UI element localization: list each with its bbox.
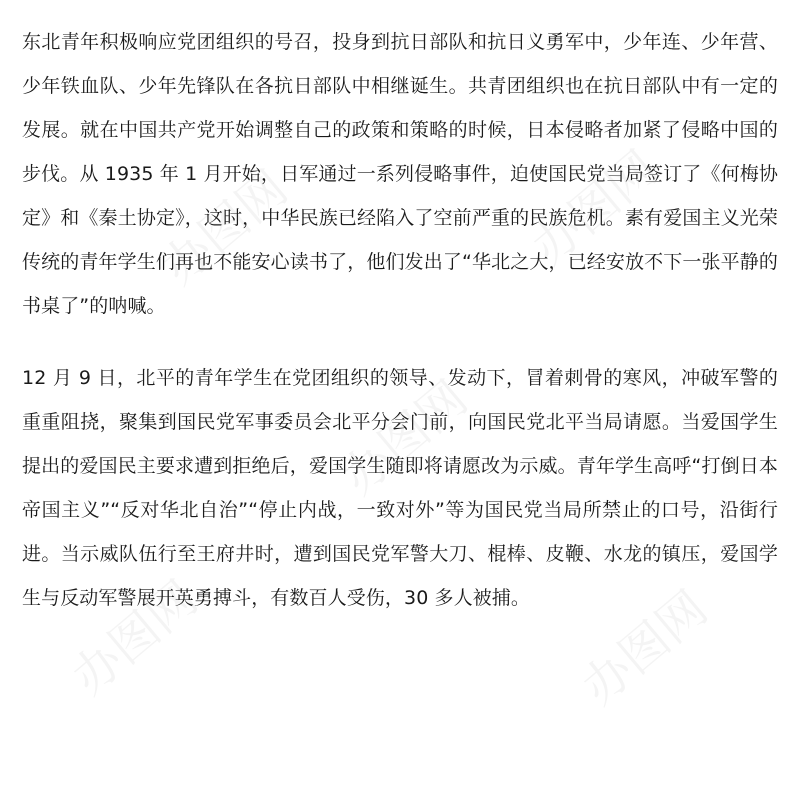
watermark: 办图网 xyxy=(151,160,299,296)
watermark: 办图网 xyxy=(331,370,479,506)
watermark: 办图网 xyxy=(61,570,209,706)
paragraph-1: 东北青年积极响应党团组织的号召，投身到抗日部队和抗日义勇军中，少年连、少年营、少年铁血队、少年先锋队在各抗日部队中相继诞生。共青团组织也在抗日部队中有一定的发展。就在中国共产党开始调整自己的政策和策略的时候，日本侵略者加紧了侵略中国的步伐。从 1935 年 1 月开始，日军通过一系列侵略事件，迫使国民党当局签订了《何梅协定》和《秦土协定》，这时，中华民族已经陷入了空前严重的民族危机。素有爱国主义光荣传统的青年学生们再也不能安心读书了，他们发出了“华北之大，已经安放不下一张平静的书桌了”的呐喊。 xyxy=(22,31,778,317)
paragraph-2: 12 月 9 日，北平的青年学生在党团组织的领导、发动下，冒着刺骨的寒风，冲破军警的重重阻挠，聚集到国民党军事委员会北平分会门前，向国民党北平当局请愿。当爱国学生提出的爱国民主要求遭到拒绝后，爱国学生随即将请愿改为示威。青年学生高呼“打倒日本帝国主义”“反对华北自治”“停止内战，一致对外”等为国民党当局所禁止的口号，沿街行进。当示威队伍行至王府井时，遭到国民党军警大刀、棍棒、皮鞭、水龙的镇压，爱国学生与反动军警展开英勇搏斗，有数百人受伤，30 多人被捕。 xyxy=(22,367,778,609)
watermark: 办图网 xyxy=(571,580,719,716)
watermark: 办图网 xyxy=(521,140,669,276)
